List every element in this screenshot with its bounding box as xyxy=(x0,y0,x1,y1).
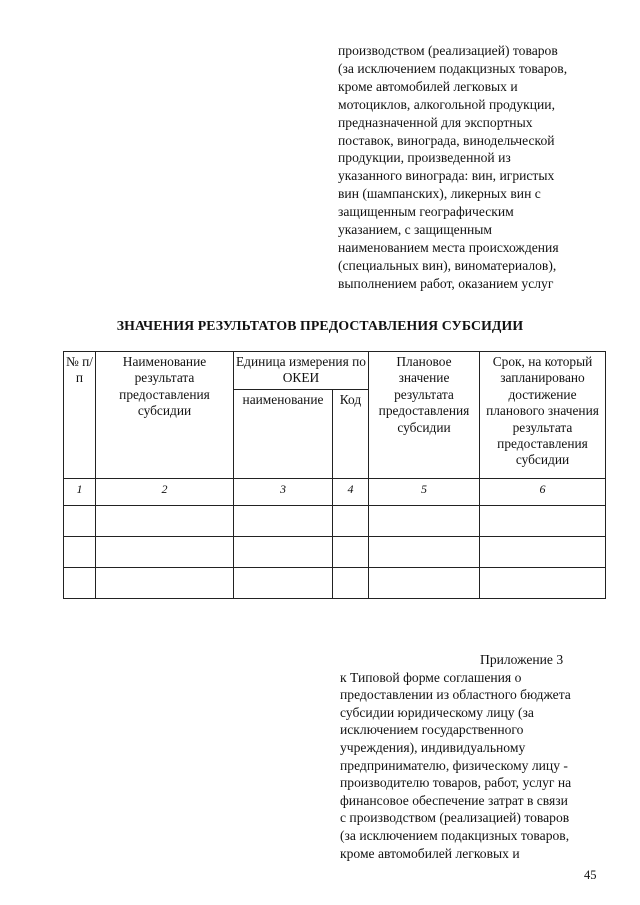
table-cell xyxy=(96,567,234,598)
header-unit-group: Единица измерения по ОКЕИ xyxy=(234,352,369,390)
column-number: 2 xyxy=(96,478,234,505)
top-text-line: мотоциклов, алкогольной продукции, xyxy=(338,96,555,112)
table-cell xyxy=(234,505,333,536)
table-cell xyxy=(64,505,96,536)
column-number: 5 xyxy=(369,478,480,505)
header-unit-name: наименование xyxy=(234,389,333,478)
table-row xyxy=(64,567,606,598)
appendix-line: кроме автомобилей легковых и xyxy=(340,845,520,861)
column-number: 1 xyxy=(64,478,96,505)
top-text-line: наименованием места происхождения xyxy=(338,239,559,255)
page-number: 45 xyxy=(584,868,597,882)
header-unit-code: Код xyxy=(333,389,369,478)
table-cell xyxy=(333,505,369,536)
table-cell xyxy=(333,567,369,598)
column-number: 4 xyxy=(333,478,369,505)
table-row xyxy=(64,536,606,567)
top-text-line: указанного винограда: вин, игристых xyxy=(338,168,555,184)
appendix-line: финансовое обеспечение затрат в связи xyxy=(340,792,568,808)
table-cell xyxy=(333,536,369,567)
appendix-line: субсидии юридическому лицу (за xyxy=(340,704,534,720)
appendix-line: учреждения), индивидуальному xyxy=(340,739,526,755)
appendix-title: Приложение 3 xyxy=(480,652,564,667)
appendix-line: (за исключением подакцизных товаров, xyxy=(340,827,570,843)
table-cell xyxy=(480,536,606,567)
column-number: 6 xyxy=(480,478,606,505)
table-row xyxy=(64,505,606,536)
table-cell xyxy=(234,567,333,598)
table-cell xyxy=(369,567,480,598)
table-cell xyxy=(369,536,480,567)
column-numbering-row xyxy=(64,478,606,505)
table-cell xyxy=(369,505,480,536)
top-text-line: (за исключением подакцизных товаров, xyxy=(338,60,568,76)
table-cell xyxy=(64,536,96,567)
top-text-line: производством (реализацией) товаров xyxy=(338,43,558,58)
table-cell xyxy=(234,536,333,567)
table-header-row xyxy=(64,352,606,390)
results-table xyxy=(63,351,606,599)
top-text-line: (специальных вин), виноматериалов), xyxy=(338,257,557,273)
appendix-block xyxy=(340,651,620,862)
appendix-line: предпринимателю, физическому лицу - xyxy=(340,757,568,773)
top-text-line: выполнением работ, оказанием услуг xyxy=(338,275,554,291)
table-cell xyxy=(64,567,96,598)
header-deadline: Срок, на который запланировано достижение планового значения результата предоставления субсидии xyxy=(480,352,606,479)
appendix-line: предоставлении из областного бюджета xyxy=(340,687,571,703)
appendix-line: с производством (реализацией) товаров xyxy=(340,810,570,826)
table-cell xyxy=(480,567,606,598)
top-text-line: кроме автомобилей легковых и xyxy=(338,78,518,94)
appendix-line: исключением государственного xyxy=(340,722,524,738)
table-cell xyxy=(96,505,234,536)
table-title: ЗНАЧЕНИЯ РЕЗУЛЬТАТОВ ПРЕДОСТАВЛЕНИЯ СУБСИДИИ xyxy=(116,318,524,333)
table-cell xyxy=(96,536,234,567)
top-text-line: поставок, винограда, винодельческой xyxy=(338,132,555,148)
top-text-block xyxy=(338,42,618,293)
top-text-line: предназначенной для экспортных xyxy=(338,114,533,130)
header-planned-value: Плановое значение результата предоставления субсидии xyxy=(369,352,480,479)
header-result-name: Наименование результата предоставления субсидии xyxy=(96,352,234,479)
table-cell xyxy=(480,505,606,536)
top-text-line: продукции, произведенной из xyxy=(338,150,511,166)
appendix-line: к Типовой форме соглашения о xyxy=(340,669,522,685)
appendix-line: производителю товаров, работ, услуг на xyxy=(340,775,572,791)
column-number: 3 xyxy=(234,478,333,505)
top-text-line: указанием, с защищенным xyxy=(338,222,492,238)
header-number: № п/п xyxy=(64,352,96,479)
top-text-line: вин (шампанских), ликерных вин с xyxy=(338,186,541,202)
top-text-line: защищенным географическим xyxy=(338,204,514,220)
